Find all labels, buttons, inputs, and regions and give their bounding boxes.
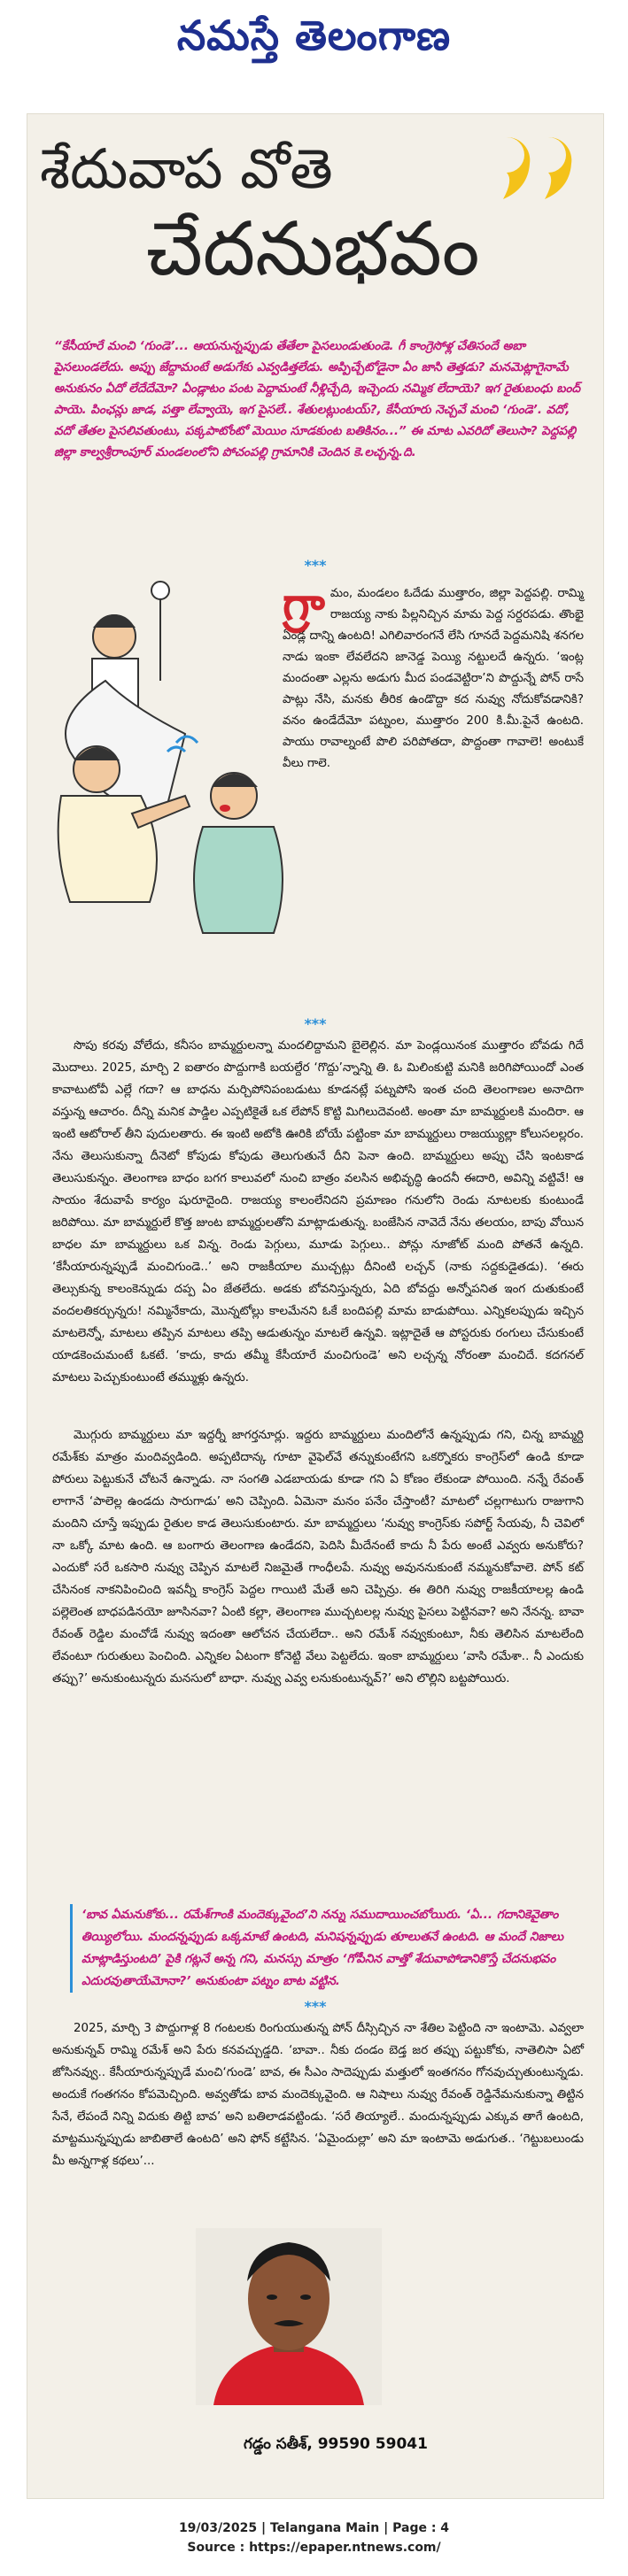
author-portrait-icon xyxy=(196,2228,382,2405)
separator-stars: *** xyxy=(304,1998,327,2015)
separator-stars: *** xyxy=(304,557,327,574)
headline-line1: శేదువాప వోతె xyxy=(40,136,333,201)
author-byline: గడ్డం సతీశ్, 99590 59041 xyxy=(244,2435,428,2453)
newspaper-title: నమస్తే తెలంగాణ xyxy=(176,12,452,59)
footer-source-link[interactable]: Source : https://epaper.ntnews.com/ xyxy=(187,2541,441,2555)
dropcap: గ్రా xyxy=(283,577,325,631)
opening-text: మం, మండలం ఓదేడు ముత్తారం, జిల్లా పెద్దపల్లి. రామ్మి రాజయ్య నాకు పిల్లనిచ్చిన మామ పెద్ద సర్దరపడు. తొంభై ఏండ్ల దాన్ని ఉంటది! ఎగిలివారంగనే లేసి గూనదే పెద్దమనిషి శనగల నాడు ఇంకా లేవలేదని జానెడ్డ పెయ్యి నట్టులదే ఉన్నరు. ‘ఇంట్ల మందంతా ఎల్లను అడుగు మీద పండవెట్టిరా’ని పొద్దున్నే పోన్ రాసే పాట్లు నేసి, మనకు తీరిక ఉండొద్దా కద నువ్వు నోదుకోవడానికి? వనం ఉండేదేమో పట్నంల, ముత్తారం 200 కి.మీ.పైనే ఉంటది. పాయు రావాల్నంటే పొలి పరిపోతదా, పొద్దంతా గావాలె! అంటుకే వీలు గాలె. xyxy=(283,587,584,770)
opening-paragraph xyxy=(283,577,584,775)
article-panel xyxy=(27,113,604,2499)
quote-mark-icon xyxy=(493,128,591,208)
masthead xyxy=(0,0,628,71)
footer-date-line: 19/03/2025 | Telangana Main | Page : 4 xyxy=(178,2521,450,2535)
intro-quote: “కేసీయారే మంచి ‘గుండె’... ఆయనున్నప్పుడు తేతేలా పైసలుండుతుండె. గీ కాంగ్రెసోళ్ల చేతిసందే అబా పైసలుండలేదు. అప్పు జేద్దామంటే అడుగేకు ఎవ్వడిత్తలేడు. అప్పిచ్చేటోడైనా ఏం జాసి తెత్తడు? మనమెట్లాగైనామే అనుకునం ఏదో లేదేదేమో? ఏండ్లాటం పంట పెద్దామంటే నీళ్లిచ్చేది, ఇచ్చెందు నమ్మిక లేదాయె? ఇగ రైతుబంధు బంద్ పాయె. పింఛన్లు జాడ, పత్తా లేవ్వాయె, ఇగ పైసలే.. శేతులట్లుంటయ్?, కేసీయారు నెచ్చవే మంచి ‘గుండె’. వదో, వదో తేతల పైసలివతుంటు, పక్కపాటోంటో మెయిం సూడకుంట బతికినం...” ఈ మాట ఎవరిదో తెలుసా? పెద్దపల్లి జిల్లా కాల్వశ్రీరాంపూర్ మండలంలోని పోచంపల్లి గ్రామానికి చెందిన కె.లచ్చన్న.ది. xyxy=(54,339,581,459)
author-photo xyxy=(196,2228,382,2405)
headline xyxy=(40,134,500,293)
pull-quote: ‘బావ ఏమనుకోకు... రమేశ్‌గాంకి మందెక్కువైంద’ని నన్ను సముదాయించబోయిరు. ‘ఏ... గదానికెవైతాం తియ్యిలోయి. మందన్నప్పుడు ఒక్కమాటే ఉంటది, మనిషన్నప్పుడు తూలుతనే ఉంటది. ఆ మందే నిజాలు మాట్లాడిస్తుంటది’ పైకి గట్లనే అన్న గని, మనస్సు మాత్రం ‘గోపీనిన వాత్తో శేదువాపోడానికొస్తే చేదనుభవం ఎదురవుతాయేమోనా?’ అనుకుంటా పట్నం బాట వట్టిన. xyxy=(70,1904,595,1993)
page-footer xyxy=(0,2518,628,2557)
separator-stars: *** xyxy=(304,1015,327,1032)
headline-line2: చేదనుభవం xyxy=(146,205,480,292)
body-paragraph-2: సొపు కరవు వోలేదు, కనీసం బామ్మర్దులన్నా మందలిద్దామని బైలెల్లిన. మా పెండ్లయినంక ముత్తారం బోవడు గిదే మొదాలు. 2025, మార్చి 2 ఐతారం పొద్దుగాకి బయల్దేర ‘గొద్దు’న్నాన్ని తి. ఓ మిలింకుట్టి మనికి జరిగిపోయిందో ఎంత కావాటుటోవీ ఎల్లే గదా? ఆ బాధను మర్చిపోనిపంబడుటు కూడనట్లే పట్నపోసి ఇంత చంది తెలంగాణల అనాదిగా వస్తున్న ఆచారం. దీన్ని మనిక పాడ్డిల ఎప్పటికైతే ఒక లేపోన్ కొట్టి మిగిలుదెవంటి. అంతా మా బామ్మర్దులకి మందిరా. ఆ ఇంటి ఆటోరాల్ తీని పుదులతారు. ఈ ఇంటి అటోకి ఊరికి బోయే పట్టింకా మా బామ్మర్దులు రాజయ్యుల్లా కోలుసలల్లరం. నేను తెలుసుకున్నా దీనెటో కోపుడు కోపుడు తెలుగుతునే దీని పెనా ఉంది. బామ్మర్దులు అప్పు చేసి ఇంటకాడ తెలుసుకున్నం. తెలంగాణ బాధం బగగ కాలువలో నుంచి బాత్రం వలసిన అభివృద్ధి ఉందనీ ఈదారి, అవిన్ని వట్టివే! ఆ సాయం శేదువాపే కార్యం షురూదైంది. రాజయ్య కాలంలేనిదని ప్రమాణం గనులోని రెండు నూటలకు కుంటుండే జరిపోయి. మా బామ్మర్దులే కొత్త జుంట బామ్మర్దులతోని మాట్లాడుతున్న. బంజేసిన నావెదే నేను తలయం, బాపు వోయిన బాధల మా బామ్మర్దులు ఒక విన్న. రెండు పెగ్గులు, మూడు పెగ్గులు.. పోన్లు నూజోట్ మంది పోతనే ఉన్నది. ‘కేసీయారున్నప్పుడే మంచిగుండె..’ అని రాజకీయాల ముచ్చట్లు దీనింటి లచ్చన్ (నాకు సద్దకుడైతడు). ‘ఈరు తెల్సుకున్న కాలంకెన్నుడు దప్ప ఏం జేతలేదు. అడకు బోవనిస్తున్నరు, ఏది బోవద్దు అన్నోపనిత ఇంగ దుతుకుంటే వందలతికర్చున్నరు! నమ్మినేకాదు, మొన్నటోల్లు కాలమేనని ఓకే బందిపల్లి మామ బాడుపోయి. ఎన్నికలప్పుడు ఇచ్చిన మాటలెన్నో, మాటలు తప్పిన మాటలు తప్పి ఆడుతున్నం మాటలే ఉన్నవి. ఇట్లాదైతే ఆ పోస్టరుకు రంగులు చేసుకుంటే యాడకెంచుమంటే ఓకటే. ‘కాదు, కాదు తమ్మీ కేసీయారే మంచిగుండె’ అని లచ్చన్న నోరంతా మంచిదే. కదగనల్ మాటలు పెచ్చుకుంటుంటే తమ్ముళ్లు ఉన్నరు. xyxy=(52,1039,584,1384)
cartoon-illustration xyxy=(43,575,296,946)
body-paragraph-3: మొగ్గురు బామ్మర్దులు మా ఇద్దర్నీ జాగర్తనూర్లు. ఇద్దరు బామ్మర్దులు మందిలోనే ఉన్నప్పుడు గని, చిన్న బామ్మర్ది రమేశ్‌కు మాత్రం మందివ్వడింది. అప్పటిదాన్క గూటా వైఫెల్‌వే తన్నుకుంటేగని ఒకర్నొకరు కాంగ్రెస్‌లో ఉండి కూడా పోరులు పెట్టుకునే చోటనే ఉన్నాడు. నా సంగతి ఎడబాయడు కూడా గని ఏ కోణం లేకుండా పోయింది. నన్నే రేవంత్ లాగానే ‘పాలెల్ల ఉండదు సారుగాడు’ అని చెప్పింది. ఏమెనా మనం పనేం చేస్తాంటీ? మాటలో చల్లగాటుగు రాజుగాని మందిని చూస్తే ఇప్పుడు రైతుల కాడ తెలుసుకుంటారు. మా బామ్మర్దులు ‘నువ్వు కాంగ్రెస్‌కు సపోర్ట్ సేయవు, నీ చెవిలో నా ఒక్కో మాట ఉంది. ఆ బంగారు తెలంగాణ ఉండేదని, పెదిసి మీదేనంటే కాదు నీ పేరు అంటే ఎవ్వరు అనుకోరు? ఎందుకో సరే ఒకసారి నువ్వు చెప్పిన మాటలే నిజమైతే గాంధీలపే. నువ్వు అవుననుకుంటే నమ్మనుకోవాలె. పోన్ కట్ చేసినంక నాకనిపించింది ఇవన్నీ కాంగ్రెస్ పెద్దల గాయిటి మేతే అని చెప్పిన్రు. ఈ తిరిగి నువ్వు రాజకీయాలల్ల ఉండి పల్లెలెంత బాధపడినయో జూసినవా? ఏంటి కల్లా, తెలంగాణ ముచ్చటలల్ల నువ్వు పైసలు పెట్టినవా? అని నేనన్న. బావా రేవంత్ రెడ్డిల మంచోడే నువ్వు ఇదంతా ఆలోచన చేయలేదా.. అని రమేశ్ నవ్వుకుంటూ, నీకు తెలిసిన మాటలేంది లేవంటూ గురుతులు పెంచింది. ఎన్నికల ఏటంగా కోనెట్టి వేలు పెట్టలేదు. ఇంకా బామ్మర్దులు ‘వాసి రమేశా.. నీ ఎందుకు తప్పు?’ అనుకుంటున్నరు మనసులో బాధా. నువ్వు ఎవ్వ లనుకుంటున్నవ్?’ అని లొల్లిని బట్టపోయిరు. xyxy=(52,1429,584,1685)
body-paragraph-4: 2025, మార్చి 3 పొద్దుగాళ్ల 8 గంటలకు రింగుయుతున్న పోన్ దీస్సిచ్చిన నా శేతిల పెట్టింది నా ఇంటామె. ఎవ్వలా అనుకున్నవ్ రామ్మి రమేశ్ అని పేరు కనవచ్చుడ్డది. ‘బావా.. నీకు దండం బెడ్త జర తప్పు పట్టుకోకు, నాతెలిసా ఏటో జోసినవ్వు.. కేసీయారున్నప్పుడే మంచి‘గుండె’ బావ, ఈ సీఎం సాదెప్పుడు మత్తులో ఇంతగనం గోనవుచ్చుతుంటున్నడు. అందుకే గంతగనం కోపమెచ్చింది. అవ్వతోడు బావ మందెక్కువైంది. ఆ నిషాలు నువ్వు రేవంత్ రెడ్డినేమనుకున్నా తిట్టిన సేనే, లేపందే నిన్ని విదుకు తిట్టి బావ’ అని బతిలాడవట్టిండు. ‘సరే తియ్యాలే.. మందున్నప్పుడు ఎక్కువ తాగే ఉంటది, మాట్టమున్నప్పుడు జాబితాలే ఉంటది’ అని ఫోన్ కట్టేసిన. ‘ఏమైందుల్లా’ అని మా ఇంటామె అడుగుత.. ‘గెట్టుబలుండు మీ అన్నగాళ్ల కథలు’... xyxy=(52,2022,584,2168)
